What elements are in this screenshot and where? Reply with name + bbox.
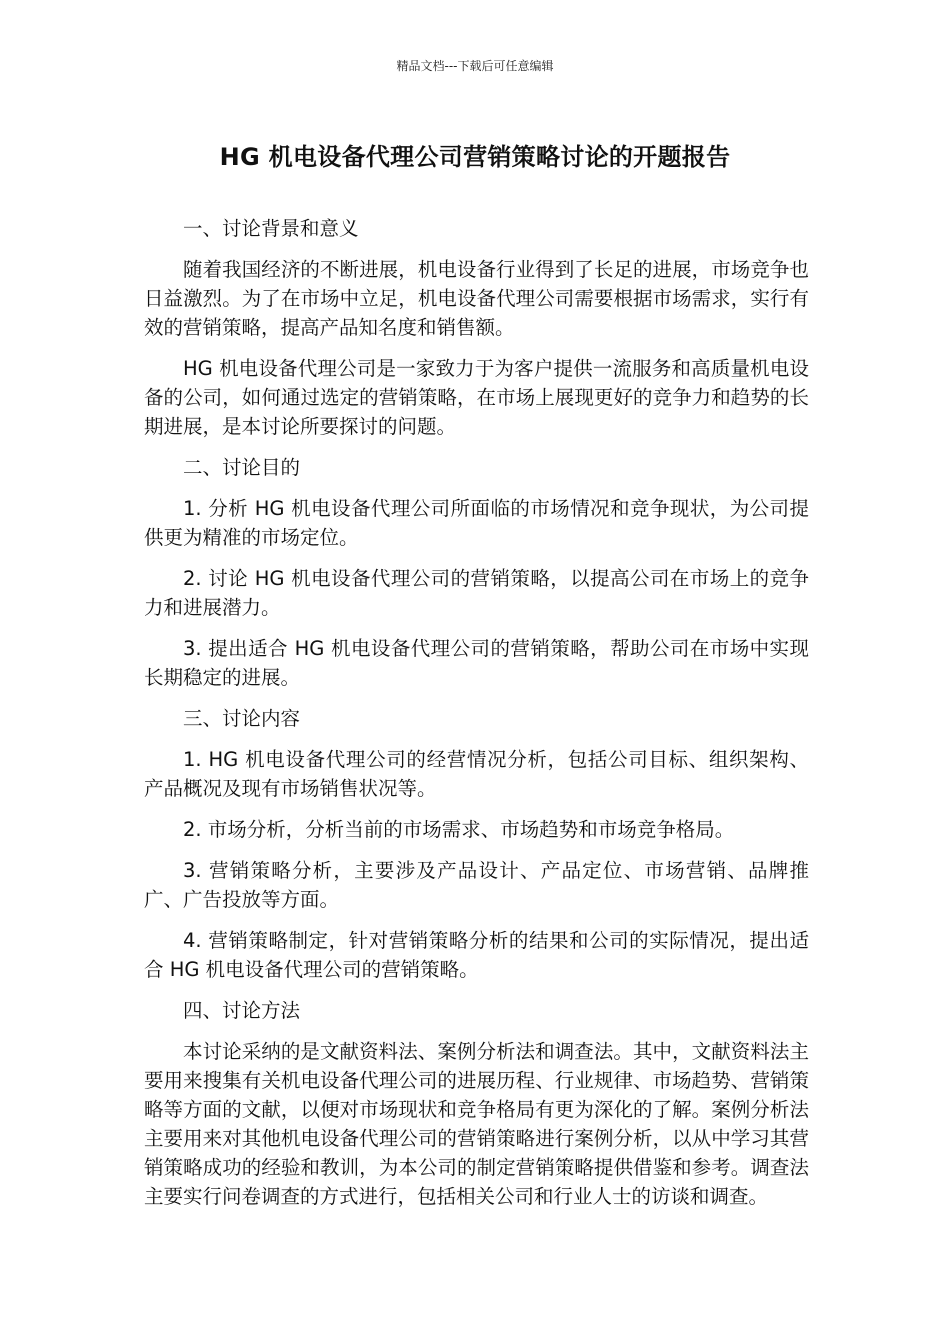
document-body: [144, 214, 809, 1223]
section-heading-method: 四、讨论方法: [183, 999, 301, 1022]
list-item: 2. 讨论 HG 机电设备代理公司的营销策略，以提高公司在市场上的竞争力和进展潜力。: [144, 567, 809, 619]
paragraph: 本讨论采纳的是文献资料法、案例分析法和调查法。其中，文献资料法主要用来搜集有关机电设备代理公司的进展历程、行业规律、市场趋势、营销策略等方面的文献，以便对市场现状和竞争格局有更为深化的了解。案例分析法主要用来对其他机电设备代理公司的营销策略进行案例分析，以从中学习其营销策略成功的经验和教训，为本公司的制定营销策略提供借鉴和参考。调查法主要实行问卷调查的方式进行，包括相关公司和行业人士的访谈和调查。: [144, 1040, 809, 1208]
paragraph: 随着我国经济的不断进展，机电设备行业得到了长足的进展，市场竞争也日益激烈。为了在市场中立足，机电设备代理公司需要根据市场需求，实行有效的营销策略，提高产品知名度和销售额。: [144, 258, 809, 339]
document-title: HG 机电设备代理公司营销策略讨论的开题报告: [219, 143, 731, 171]
list-item: 4. 营销策略制定，针对营销策略分析的结果和公司的实际情况，提出适合 HG 机电设备代理公司的营销策略。: [144, 929, 809, 981]
list-item: 1. HG 机电设备代理公司的经营情况分析，包括公司目标、组织架构、产品概况及现有市场销售状况等。: [144, 748, 809, 800]
list-item: 3. 营销策略分析，主要涉及产品设计、产品定位、市场营销、品牌推广、广告投放等方面。: [144, 859, 809, 911]
section-heading-purpose: 二、讨论目的: [183, 456, 301, 479]
section-heading-background: 一、讨论背景和意义: [183, 217, 359, 240]
paragraph: HG 机电设备代理公司是一家致力于为客户提供一流服务和高质量机电设备的公司，如何通过选定的营销策略，在市场上展现更好的竞争力和趋势的长期进展，是本讨论所要探讨的问题。: [144, 357, 809, 438]
list-item: 3. 提出适合 HG 机电设备代理公司的营销策略，帮助公司在市场中实现长期稳定的进展。: [144, 637, 809, 689]
list-item: 1. 分析 HG 机电设备代理公司所面临的市场情况和竞争现状，为公司提供更为精准的市场定位。: [144, 497, 809, 549]
section-heading-content: 三、讨论内容: [183, 707, 301, 730]
list-item: 2. 市场分析，分析当前的市场需求、市场趋势和市场竞争格局。: [183, 818, 735, 841]
page-header-note: 精品文档---下载后可任意编辑: [396, 59, 554, 73]
